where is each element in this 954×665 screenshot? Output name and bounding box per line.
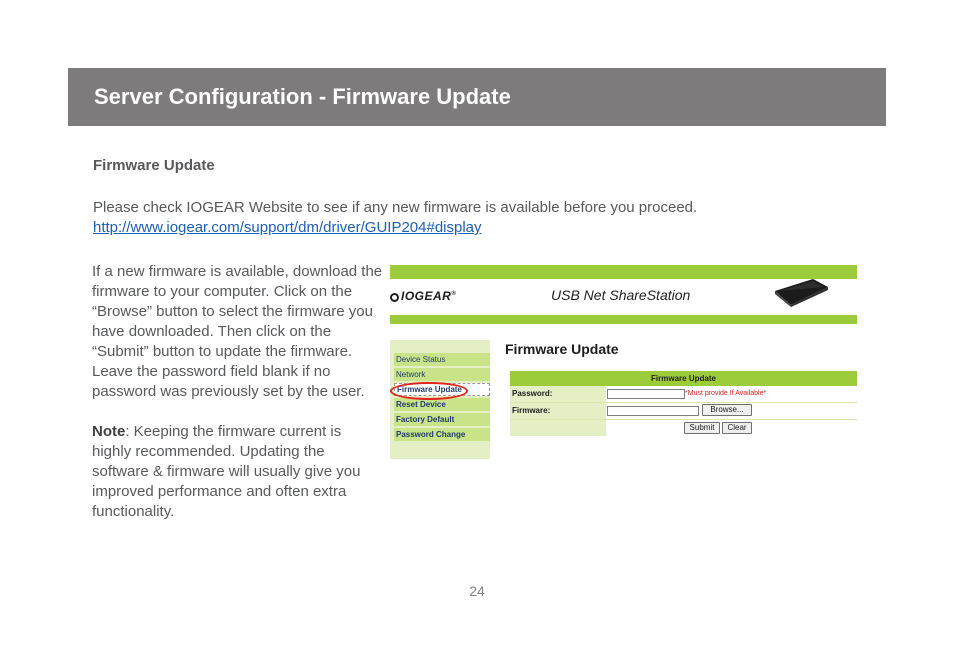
highlight-circle [390,382,468,400]
firmware-file-input[interactable] [607,406,699,416]
sharestation-device-icon [773,277,829,307]
iogear-logo: IOGEAR® [390,289,456,303]
clear-button[interactable]: Clear [722,422,752,434]
note-label: Note [92,423,126,440]
action-row [607,420,857,436]
nav-reset-device[interactable]: Reset Device [394,398,490,411]
nav-password-change[interactable]: Password Change [394,428,490,441]
password-label: Password: [510,386,606,402]
password-row [607,386,857,402]
nav-device-status[interactable]: Device Status [394,353,490,366]
nav-factory-default[interactable]: Factory Default [394,413,490,426]
intro-paragraph [93,198,813,238]
firmware-download-link[interactable]: http://www.iogear.com/support/dm/driver/GUIP204#display [93,219,482,236]
logo-text: IOGEAR [401,289,452,303]
note-paragraph [92,422,384,522]
intro-text: Please check IOGEAR Website to see if any new firmware is available before you proceed. [93,199,698,216]
nav-firmware-update[interactable]: Firmware Update [394,383,490,396]
note-text: : Keeping the firmware current is highly recommended. Updating the software & firmware will usually give you improved performance and often extra functionality. [92,423,361,520]
action-row-label [510,420,606,436]
browse-button[interactable]: Browse... [702,404,752,416]
nav-network[interactable]: Network [394,368,490,381]
section-subtitle: Firmware Update [93,157,215,174]
firmware-update-screenshot [389,265,857,465]
instructions-body: If a new firmware is available, download the firmware to your computer. Click on the “Browse” button to select the firmware you have downloaded. Then click on the “Submit” button to update the firmware. Leave the password field blank if no password was previously set by the user. [92,263,383,400]
title-banner [68,68,886,126]
firmware-row [607,403,857,419]
submit-button[interactable]: Submit [684,422,720,434]
product-name: USB Net ShareStation [551,287,691,303]
page-number: 24 [469,583,485,599]
password-required-note: *Must provide If Available* [685,390,767,397]
form-header: Firmware Update [510,371,857,386]
logo-ring-icon [390,293,399,302]
header-bottom-bar [390,315,857,324]
page-title: Server Configuration - Firmware Update [94,84,511,109]
firmware-label: Firmware: [510,403,606,419]
instructions [92,262,384,522]
firmware-page-title: Firmware Update [505,341,619,357]
password-input[interactable] [607,389,685,399]
